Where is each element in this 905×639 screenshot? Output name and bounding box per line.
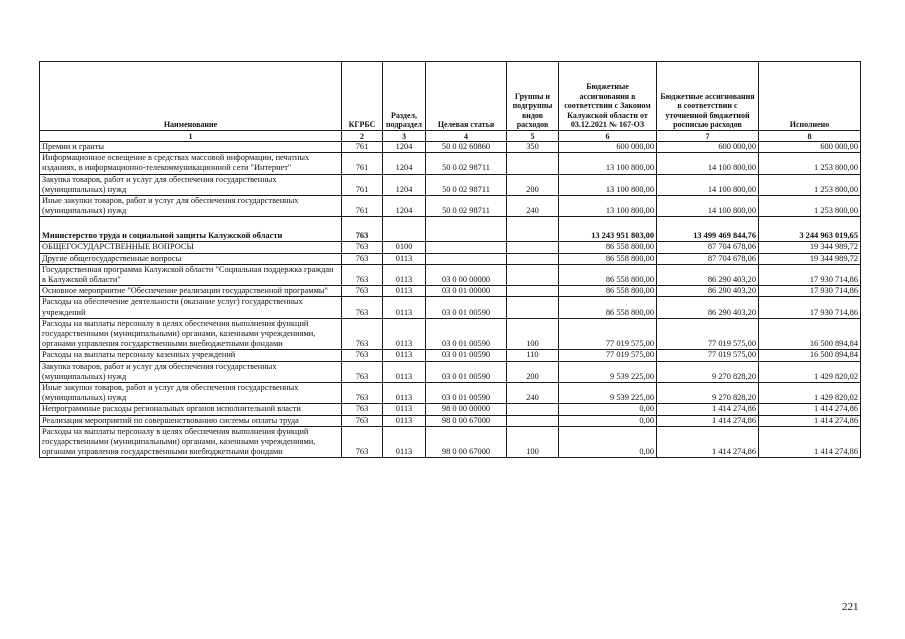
cell-section: 1204 <box>383 174 426 195</box>
cell-group <box>507 242 559 253</box>
cell-section: 0113 <box>383 297 426 318</box>
cell-budget-refined: 1 414 274,86 <box>657 415 759 426</box>
cell-executed: 1 253 800,00 <box>759 196 861 217</box>
cell-target: 03 0 01 00590 <box>426 361 507 382</box>
table-row <box>40 361 861 382</box>
column-number: 8 <box>759 131 861 142</box>
cell-section: 0113 <box>383 286 426 297</box>
header-budget-law: Бюджетные ассигнования в соответствии с Законом Калужской области от 03.12.2021 № 167-ОЗ <box>559 62 657 131</box>
cell-budget-refined: 86 290 403,20 <box>657 286 759 297</box>
cell-executed: 17 930 714,86 <box>759 264 861 285</box>
cell-name: Расходы на обеспечение деятельности (оказание услуг) государственных учреждений <box>40 297 342 318</box>
header-groups: Группы и подгруппы видов расходов <box>507 62 559 131</box>
cell-section: 1204 <box>383 153 426 174</box>
cell-executed: 1 253 800,00 <box>759 153 861 174</box>
cell-target: 98 0 00 00000 <box>426 404 507 415</box>
table-row <box>40 297 861 318</box>
cell-executed: 19 344 989,72 <box>759 253 861 264</box>
cell-kgrbs: 763 <box>342 361 383 382</box>
cell-budget-refined: 14 100 800,00 <box>657 153 759 174</box>
cell-target <box>426 253 507 264</box>
cell-name: Основное мероприятие "Обеспечение реализации государственной программы" <box>40 286 342 297</box>
cell-section: 0113 <box>383 415 426 426</box>
header-executed: Исполнено <box>759 62 861 131</box>
cell-executed: 1 414 274,86 <box>759 415 861 426</box>
header-name: Наименование <box>40 62 342 131</box>
table-row <box>40 264 861 285</box>
cell-target: 03 0 01 00000 <box>426 286 507 297</box>
cell-target: 50 0 02 98711 <box>426 153 507 174</box>
cell-kgrbs: 761 <box>342 153 383 174</box>
cell-section: 0113 <box>383 264 426 285</box>
cell-group: 100 <box>507 426 559 458</box>
cell-budget-law: 86 558 800,00 <box>559 242 657 253</box>
cell-executed: 1 253 800,00 <box>759 174 861 195</box>
cell-executed: 16 500 894,84 <box>759 350 861 361</box>
cell-target: 03 0 01 00590 <box>426 318 507 350</box>
cell-kgrbs: 763 <box>342 297 383 318</box>
cell-executed: 16 500 894,84 <box>759 318 861 350</box>
header-budget-refined: Бюджетные ассигнования в соответствии с уточненной бюджетной росписью расходов <box>657 62 759 131</box>
cell-target: 03 0 01 00590 <box>426 383 507 404</box>
table-row <box>40 242 861 253</box>
budget-execution-table <box>39 61 861 458</box>
cell-target <box>426 217 507 242</box>
cell-budget-refined: 87 704 678,06 <box>657 253 759 264</box>
cell-section: 0113 <box>383 350 426 361</box>
cell-group: 240 <box>507 383 559 404</box>
table-row <box>40 426 861 458</box>
cell-group <box>507 286 559 297</box>
table-row <box>40 350 861 361</box>
cell-budget-law: 77 019 575,00 <box>559 318 657 350</box>
cell-name: Расходы на выплаты персоналу в целях обеспечения выполнения функций государственными (муниципальными) органами, казенными учреждениями, органами управления государственными внебюджетными фондами <box>40 426 342 458</box>
cell-executed: 1 429 820,02 <box>759 361 861 382</box>
cell-budget-refined: 14 100 800,00 <box>657 174 759 195</box>
table-row <box>40 404 861 415</box>
cell-executed: 17 930 714,86 <box>759 286 861 297</box>
cell-name: Реализация мероприятий по совершенствованию системы оплаты труда <box>40 415 342 426</box>
cell-budget-law: 13 243 951 803,00 <box>559 217 657 242</box>
cell-target: 50 0 02 60860 <box>426 142 507 153</box>
header-section: Раздел, подраздел <box>383 62 426 131</box>
cell-kgrbs: 763 <box>342 242 383 253</box>
cell-kgrbs: 761 <box>342 174 383 195</box>
cell-section: 0113 <box>383 253 426 264</box>
cell-section: 0100 <box>383 242 426 253</box>
cell-group <box>507 153 559 174</box>
cell-budget-refined: 9 270 828,20 <box>657 361 759 382</box>
cell-kgrbs: 761 <box>342 196 383 217</box>
header-kgrbs: КГРБС <box>342 62 383 131</box>
cell-name: Закупка товаров, работ и услуг для обеспечения государственных (муниципальных) нужд <box>40 174 342 195</box>
cell-kgrbs: 761 <box>342 142 383 153</box>
cell-name: Иные закупки товаров, работ и услуг для обеспечения государственных (муниципальных) нужд <box>40 196 342 217</box>
cell-kgrbs: 763 <box>342 415 383 426</box>
cell-kgrbs: 763 <box>342 286 383 297</box>
cell-budget-law: 0,00 <box>559 415 657 426</box>
header-row <box>40 62 861 131</box>
column-number: 6 <box>559 131 657 142</box>
cell-budget-law: 0,00 <box>559 426 657 458</box>
cell-target: 98 0 00 67000 <box>426 426 507 458</box>
cell-budget-refined: 13 499 469 844,76 <box>657 217 759 242</box>
cell-kgrbs: 763 <box>342 264 383 285</box>
cell-name: Закупка товаров, работ и услуг для обеспечения государственных (муниципальных) нужд <box>40 361 342 382</box>
table-row <box>40 174 861 195</box>
cell-name: Расходы на выплаты персоналу в целях обеспечения выполнения функций государственными (муниципальными) органами, казенными учреждениями, органами управления государственными внебюджетными фондами <box>40 318 342 350</box>
cell-kgrbs: 763 <box>342 383 383 404</box>
cell-name: Непрограммные расходы региональных органов исполнительной власти <box>40 404 342 415</box>
cell-name: ОБЩЕГОСУДАРСТВЕННЫЕ ВОПРОСЫ <box>40 242 342 253</box>
cell-section: 0113 <box>383 318 426 350</box>
cell-group: 200 <box>507 174 559 195</box>
table-row <box>40 196 861 217</box>
cell-executed: 1 414 274,86 <box>759 426 861 458</box>
table-row <box>40 318 861 350</box>
cell-budget-law: 13 100 800,00 <box>559 196 657 217</box>
cell-section: 0113 <box>383 426 426 458</box>
cell-group: 240 <box>507 196 559 217</box>
cell-section: 0113 <box>383 361 426 382</box>
page-number: 221 <box>842 601 859 613</box>
cell-name: Иные закупки товаров, работ и услуг для обеспечения государственных (муниципальных) нужд <box>40 383 342 404</box>
cell-section: 0113 <box>383 404 426 415</box>
cell-budget-refined: 77 019 575,00 <box>657 318 759 350</box>
column-number: 1 <box>40 131 342 142</box>
column-number: 3 <box>383 131 426 142</box>
cell-budget-refined: 1 414 274,86 <box>657 426 759 458</box>
cell-group: 200 <box>507 361 559 382</box>
cell-budget-law: 86 558 800,00 <box>559 253 657 264</box>
cell-budget-law: 0,00 <box>559 404 657 415</box>
cell-budget-law: 13 100 800,00 <box>559 174 657 195</box>
cell-budget-refined: 14 100 800,00 <box>657 196 759 217</box>
cell-budget-refined: 86 290 403,20 <box>657 264 759 285</box>
column-number: 7 <box>657 131 759 142</box>
cell-budget-refined: 600 000,00 <box>657 142 759 153</box>
cell-name: Государственная программа Калужской области "Социальная поддержка граждан в Калужской области" <box>40 264 342 285</box>
cell-executed: 17 930 714,86 <box>759 297 861 318</box>
cell-target: 03 0 00 00000 <box>426 264 507 285</box>
table-row <box>40 142 861 153</box>
cell-kgrbs: 763 <box>342 318 383 350</box>
cell-kgrbs: 763 <box>342 253 383 264</box>
column-number: 2 <box>342 131 383 142</box>
cell-kgrbs: 763 <box>342 404 383 415</box>
cell-executed: 1 414 274,86 <box>759 404 861 415</box>
cell-name: Расходы на выплаты персоналу казенных учреждений <box>40 350 342 361</box>
cell-executed: 3 244 963 019,65 <box>759 217 861 242</box>
cell-budget-refined: 87 704 678,06 <box>657 242 759 253</box>
cell-budget-law: 86 558 800,00 <box>559 286 657 297</box>
column-number-row <box>40 131 861 142</box>
cell-target: 50 0 02 98711 <box>426 196 507 217</box>
cell-budget-law: 600 000,00 <box>559 142 657 153</box>
cell-executed: 19 344 989,72 <box>759 242 861 253</box>
cell-kgrbs: 763 <box>342 350 383 361</box>
table-row <box>40 383 861 404</box>
cell-budget-law: 86 558 800,00 <box>559 264 657 285</box>
cell-group <box>507 415 559 426</box>
cell-executed: 600 000,00 <box>759 142 861 153</box>
cell-section: 1204 <box>383 142 426 153</box>
cell-target: 98 0 00 67000 <box>426 415 507 426</box>
cell-budget-refined: 9 270 828,20 <box>657 383 759 404</box>
cell-group <box>507 297 559 318</box>
cell-budget-refined: 86 290 403,20 <box>657 297 759 318</box>
cell-budget-law: 77 019 575,00 <box>559 350 657 361</box>
table-row <box>40 217 861 242</box>
cell-name: Министерство труда и социальной защиты Калужской области <box>40 217 342 242</box>
cell-budget-refined: 1 414 274,86 <box>657 404 759 415</box>
cell-target: 50 0 02 98711 <box>426 174 507 195</box>
cell-kgrbs: 763 <box>342 426 383 458</box>
cell-name: Премии и гранты <box>40 142 342 153</box>
cell-section: 1204 <box>383 196 426 217</box>
cell-budget-refined: 77 019 575,00 <box>657 350 759 361</box>
table-row <box>40 253 861 264</box>
cell-group: 350 <box>507 142 559 153</box>
cell-group <box>507 264 559 285</box>
cell-target <box>426 242 507 253</box>
table-row <box>40 286 861 297</box>
cell-budget-law: 9 539 225,00 <box>559 383 657 404</box>
cell-target: 03 0 01 00590 <box>426 350 507 361</box>
table-row <box>40 415 861 426</box>
cell-name: Информационное освещение в средствах массовой информации, печатных изданиях, в информационно-телекоммуникационной сети "Интернет" <box>40 153 342 174</box>
cell-section: 0113 <box>383 383 426 404</box>
cell-budget-law: 13 100 800,00 <box>559 153 657 174</box>
cell-executed: 1 429 820,02 <box>759 383 861 404</box>
cell-group <box>507 404 559 415</box>
cell-group <box>507 217 559 242</box>
column-number: 5 <box>507 131 559 142</box>
column-number: 4 <box>426 131 507 142</box>
cell-name: Другие общегосударственные вопросы <box>40 253 342 264</box>
cell-group: 100 <box>507 318 559 350</box>
cell-group: 110 <box>507 350 559 361</box>
cell-budget-law: 86 558 800,00 <box>559 297 657 318</box>
header-target: Целевая статья <box>426 62 507 131</box>
cell-kgrbs: 763 <box>342 217 383 242</box>
table-row <box>40 153 861 174</box>
cell-section <box>383 217 426 242</box>
cell-group <box>507 253 559 264</box>
cell-budget-law: 9 539 225,00 <box>559 361 657 382</box>
cell-target: 03 0 01 00590 <box>426 297 507 318</box>
